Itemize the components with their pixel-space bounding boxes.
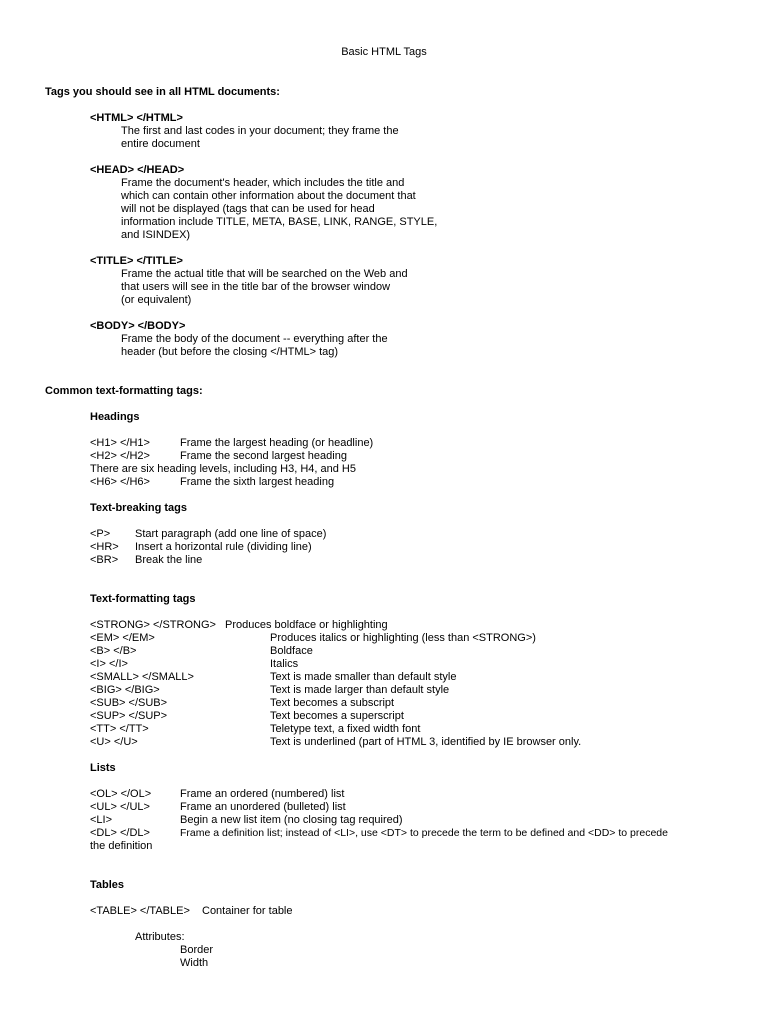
tag-description: Italics: [270, 658, 299, 670]
tag-label: <H2> </H2>: [90, 450, 150, 462]
tag-label: <SMALL> </SMALL>: [90, 671, 194, 683]
desc-line: which can contain other information about the document that: [121, 190, 416, 202]
section-heading-required-tags: Tags you should see in all HTML documents:: [45, 86, 280, 98]
tag-description: Boldface: [270, 645, 313, 657]
tag-description: Frame a definition list; instead of <LI>, use <DT> to precede the term to be defined and <DD> to precede: [180, 827, 668, 839]
subheading-tables: Tables: [90, 879, 125, 891]
tag-description: Frame an ordered (numbered) list: [180, 788, 345, 800]
tag-label: <U> </U>: [90, 736, 138, 748]
attributes-label: Attributes:: [135, 931, 185, 943]
tag-description: Text becomes a superscript: [270, 710, 404, 722]
tag-description: Break the line: [135, 554, 203, 566]
section-heading-text-formatting: Common text-formatting tags:: [45, 385, 203, 397]
tag-description: Frame an unordered (bulleted) list: [180, 801, 346, 813]
tag-description: Text becomes a subscript: [270, 697, 395, 709]
tag-description: Insert a horizontal rule (dividing line): [135, 541, 312, 553]
subheading-lists: Lists: [90, 762, 116, 774]
tag-description: Text is underlined (part of HTML 3, identified by IE browser only.: [270, 736, 582, 748]
attribute-item: Border: [180, 944, 214, 956]
desc-line: (or equivalent): [121, 294, 192, 306]
tag-description: Text is made larger than default style: [270, 684, 450, 696]
tag-label: <DL> </DL>: [90, 827, 150, 839]
desc-line: that users will see in the title bar of the browser window: [121, 281, 391, 293]
tag-label: <LI>: [90, 814, 113, 826]
tag-description-wrap: the definition: [90, 840, 153, 852]
tag-label: <B> </B>: [90, 645, 137, 657]
headings-note: There are six heading levels, including H3, H4, and H5: [90, 463, 356, 475]
desc-line: The first and last codes in your document; they frame the: [121, 125, 399, 137]
tag-label: <H1> </H1>: [90, 437, 150, 449]
tag-description: Container for table: [202, 905, 293, 917]
tag-description: Frame the sixth largest heading: [180, 476, 335, 488]
desc-line: header (but before the closing </HTML> tag): [121, 346, 339, 358]
tag-label: <BIG> </BIG>: [90, 684, 160, 696]
subheading-text-breaking: Text-breaking tags: [90, 502, 187, 514]
tag-description: Frame the largest heading (or headline): [180, 437, 374, 449]
tag-description: Begin a new list item (no closing tag required): [180, 814, 403, 826]
subheading-text-formatting: Text-formatting tags: [90, 593, 196, 605]
tag-html: <HTML> </HTML>: [90, 112, 183, 124]
desc-line: Frame the document's header, which includes the title and: [121, 177, 405, 189]
tag-head: <HEAD> </HEAD>: [90, 164, 185, 176]
tag-label: <HR>: [90, 541, 119, 553]
tag-description: Text is made smaller than default style: [270, 671, 457, 683]
tag-description: Produces boldface or highlighting: [225, 619, 388, 631]
tag-label: <BR>: [90, 554, 119, 566]
desc-line: Frame the body of the document -- everything after the: [121, 333, 388, 345]
tag-label: <P>: [90, 528, 111, 540]
tag-label: <UL> </UL>: [90, 801, 150, 813]
tag-label: <OL> </OL>: [90, 788, 152, 800]
desc-line: will not be displayed (tags that can be used for head: [121, 203, 375, 215]
tag-label: <EM> </EM>: [90, 632, 155, 644]
tag-description: Teletype text, a fixed width font: [270, 723, 421, 735]
tag-label: <SUB> </SUB>: [90, 697, 168, 709]
tag-label: <TT> </TT>: [90, 723, 149, 735]
tag-title: <TITLE> </TITLE>: [90, 255, 183, 267]
tag-label: <STRONG> </STRONG>: [90, 619, 216, 631]
tag-body: <BODY> </BODY>: [90, 320, 186, 332]
page-title: Basic HTML Tags: [341, 46, 427, 58]
desc-line: information include TITLE, META, BASE, LINK, RANGE, STYLE,: [121, 216, 438, 228]
tag-label: <H6> </H6>: [90, 476, 150, 488]
tag-label: <TABLE> </TABLE>: [90, 905, 190, 917]
attribute-item: Width: [180, 957, 209, 969]
tag-description: Start paragraph (add one line of space): [135, 528, 327, 540]
subheading-headings: Headings: [90, 411, 140, 423]
tag-label: <SUP> </SUP>: [90, 710, 168, 722]
desc-line: entire document: [121, 138, 200, 150]
tag-description: Frame the second largest heading: [180, 450, 347, 462]
tag-label: <I> </I>: [90, 658, 128, 670]
desc-line: Frame the actual title that will be searched on the Web and: [121, 268, 408, 280]
tag-description: Produces italics or highlighting (less than <STRONG>): [270, 632, 536, 644]
desc-line: and ISINDEX): [121, 229, 191, 241]
